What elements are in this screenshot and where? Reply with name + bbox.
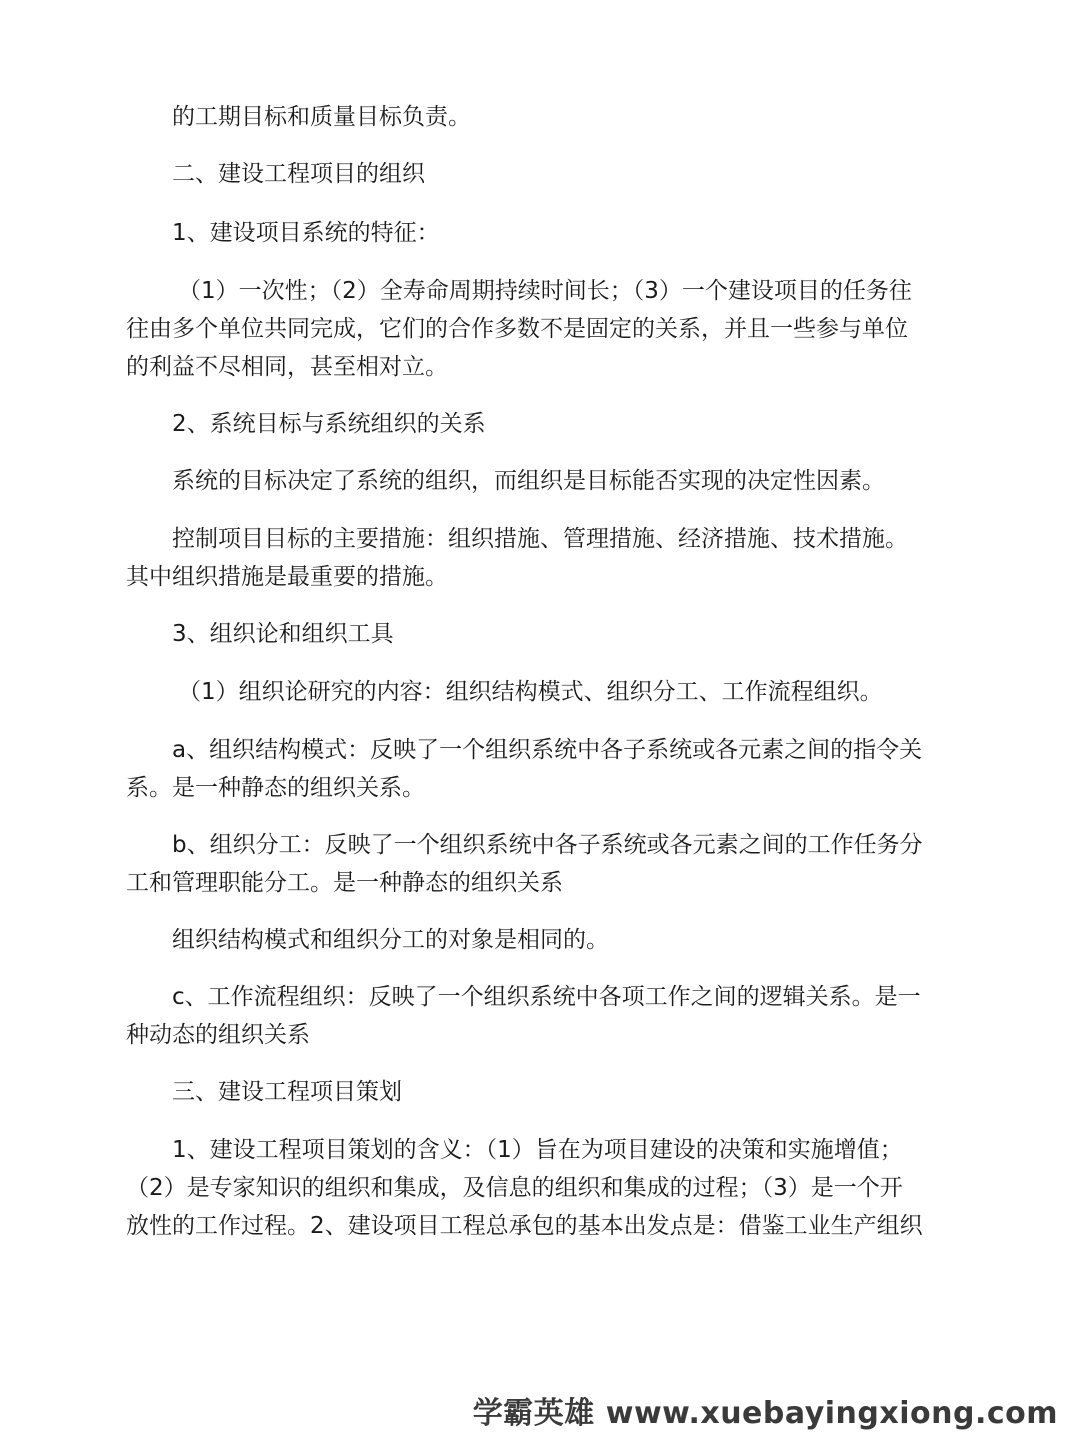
text-line-15: b、组织分工：反映了一个组织系统中各子系统或各元素之间的工作任务分: [172, 832, 923, 858]
text-line-8: 系统的目标决定了系统的组织，而组织是目标能否实现的决定性因素。: [172, 468, 885, 494]
subheading-2-3: 3、组织论和组织工具: [172, 621, 394, 647]
text-line-14: 系。是一种静态的组织关系。: [126, 775, 425, 801]
section-heading-2: 二、建设工程项目的组织: [172, 161, 425, 187]
text-line-16: 工和管理职能分工。是一种静态的组织关系: [126, 870, 563, 896]
text-line-22: （2）是专家知识的组织和集成，及信息的组织和集成的过程；（3）是一个开: [126, 1175, 903, 1201]
text-line-10: 其中组织措施是最重要的措施。: [126, 564, 448, 590]
subheading-2-1: 1、建设项目系统的特征：: [172, 220, 440, 246]
subheading-2-2: 2、系统目标与系统组织的关系: [172, 411, 486, 437]
text-line-6: 的利益不尽相同，甚至相对立。: [126, 354, 448, 380]
text-line-17: 组织结构模式和组织分工的对象是相同的。: [172, 927, 609, 953]
text-line-19: 种动态的组织关系: [126, 1022, 310, 1048]
text-line-23: 放性的工作过程。2、建设项目工程总承包的基本出发点是：借鉴工业生产组织: [126, 1213, 923, 1239]
text-line-13: a、组织结构模式：反映了一个组织系统中各子系统或各元素之间的指令关: [172, 737, 923, 763]
text-line-12: （1）组织论研究的内容：组织结构模式、组织分工、工作流程组织。: [178, 679, 883, 705]
section-heading-3: 三、建设工程项目策划: [172, 1079, 402, 1105]
site-watermark: 学霸英雄 www.xuebayingxiong.com: [472, 1396, 1058, 1431]
text-line-1: 的工期目标和质量目标负责。: [172, 104, 471, 130]
text-line-4: （1）一次性；（2）全寿命周期持续时间长；（3）一个建设项目的任务往: [178, 278, 912, 304]
text-line-21: 1、建设工程项目策划的含义：（1）旨在为项目建设的决策和实施增值；: [172, 1137, 903, 1163]
text-line-9: 控制项目目标的主要措施：组织措施、管理措施、经济措施、技术措施。: [172, 526, 908, 552]
text-line-18: c、工作流程组织：反映了一个组织系统中各项工作之间的逻辑关系。是一: [172, 984, 921, 1010]
text-line-5: 往由多个单位共同完成，它们的合作多数不是固定的关系，并且一些参与单位: [126, 316, 908, 342]
